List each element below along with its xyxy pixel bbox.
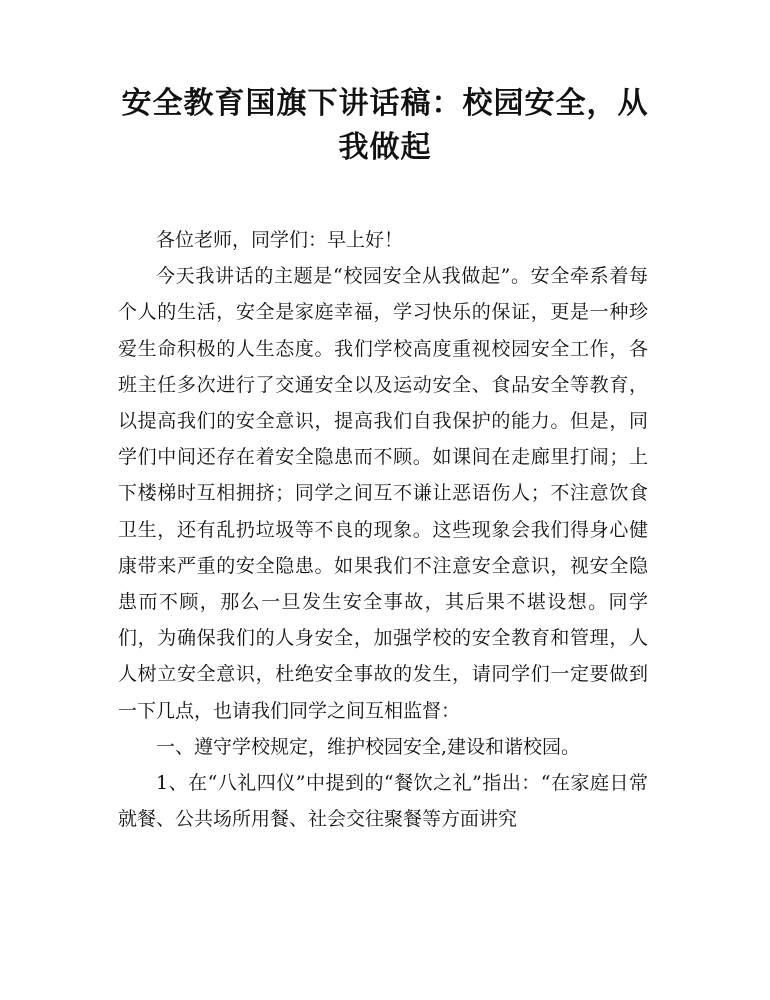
paragraph-item-one: 1、在“八礼四仪”中提到的“餐饮之礼”指出：“在家庭日常就餐、公共场所用餐、社会交往聚餐等方面讲究 [118, 772, 648, 831]
document-title: 安全教育国旗下讲话稿：校园安全，从我做起 [121, 86, 649, 165]
document-body [118, 222, 648, 837]
paragraph-intro: 今天我讲话的主题是“校园安全从我做起”。安全牵系着每个人的生活，安全是家庭幸福，学习快乐的保证，更是一种珍爱生命积极的人生态度。我们学校高度重视校园安全工作，各班主任多次进行了交通安全以及运动安全、食品安全等教育，以提高我们的安全意识，提高我们自我保护的能力。但是，同学们中间还存在着安全隐患而不顾。如课间在走廊里打闹；上下楼梯时互相拥挤；同学之间互不谦让恶语伤人；不注意饮食卫生，还有乱扔垃圾等不良的现象。这些现象会我们得身心健康带来严重的安全隐患。如果我们不注意安全意识，视安全隐患而不顾，那么一旦发生安全事故，其后果不堪设想。同学们，为确保我们的人身安全，加强学校的安全教育和管理，人人树立安全意识，杜绝安全事故的发生，请同学们一定要做到一下几点，也请我们同学之间互相监督： [118, 265, 648, 722]
paragraph-section-one-heading: 一、遵守学校规定，维护校园安全,建设和谐校园。 [156, 735, 581, 758]
paragraph-greeting: 各位老师，同学们：早上好！ [156, 229, 404, 251]
